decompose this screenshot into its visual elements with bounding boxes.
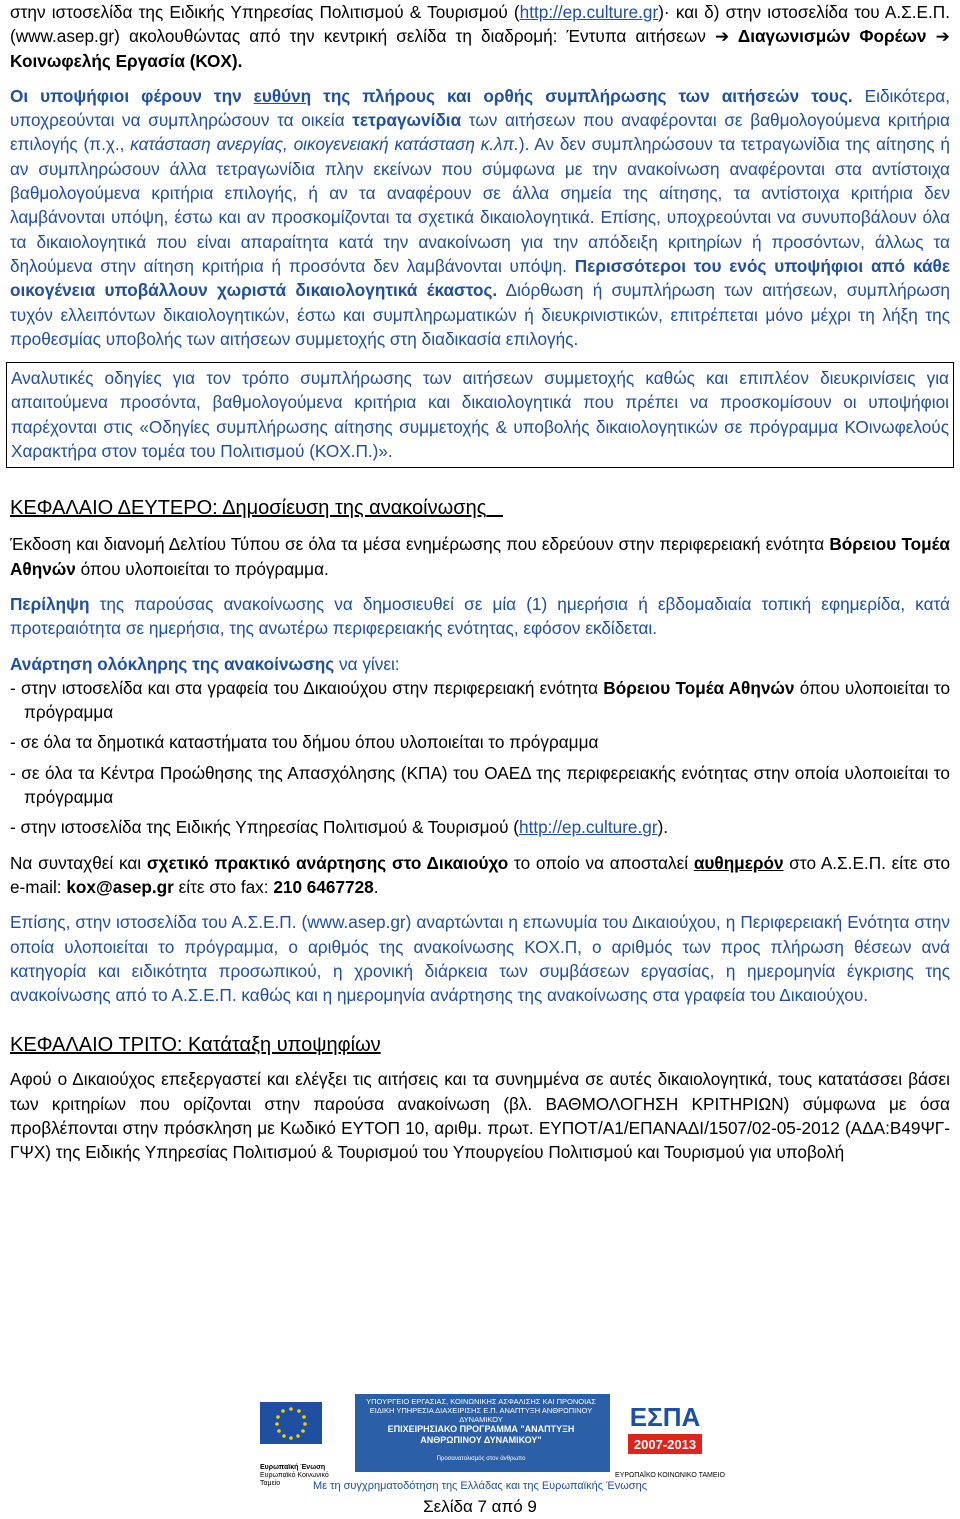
press-region: Βόρειου Τομέα Αθηνών: [10, 534, 950, 579]
intro-text-2: )· και δ) στην ιστοσελίδα του Α.Σ.Ε.Π. (www.asep.gr) ακολουθώντας από την κεντρική σελίδα τη διαδρομή: Έντυπα αιτήσεων: [10, 2, 950, 47]
same-day-word: αυθημερόν: [693, 852, 784, 873]
report-text-2: το οποίο να αποσταλεί: [508, 852, 694, 873]
arrow-icon: ➔: [714, 26, 730, 47]
resp-bold-3: Περισσότεροι του ενός υποψήφιοι από κάθε οικογένεια υποβάλλουν χωριστά δικαιολογητικά έκαστος.: [10, 255, 950, 301]
espa-label: ΕΥΡΩΠΑΪΚΟ ΚΟΙΝΩΝΙΚΟ ΤΑΜΕΙΟ: [615, 1472, 725, 1479]
report-text-4: είτε στο fax:: [173, 876, 274, 897]
resp-text: Ειδικότερα, υποχρεούνται να συμπληρώσουν τα οικεία: [10, 85, 950, 131]
report-paragraph: [10, 851, 950, 900]
resp-text-2: των αιτήσεων που αναφέρονται σε βαθμολογούμενα κριτήρια επιλογής (π.χ.,: [10, 110, 950, 155]
programme-title: ΕΠΙΧΕΙΡΗΣΙΑΚΟ ΠΡΟΓΡΑΜΜΑ "ΑΝΑΠΤΥΞΗ ΑΝΘΡΩΠΙΝΟΥ ΔΥΝΑΜΙΚΟΥ": [387, 1424, 575, 1445]
espa-text: ΕΣΠΑ: [629, 1402, 701, 1432]
eu-flag-icon: [260, 1400, 322, 1462]
resp-bold-2: της πλήρους και ορθής συμπλήρωσης των αιτήσεών τους.: [311, 85, 853, 106]
programme-ministry: ΥΠΟΥΡΓΕΙΟ ΕΡΓΑΣΙΑΣ, ΚΟΙΝΩΝΙΚΗΣ ΑΣΦΑΛΙΣΗΣ ΚΑΙ ΠΡΟΝΟΙΑΣ ΕΙΔΙΚΗ ΥΠΗΡΕΣΙΑ ΔΙΑΧΕΙΡΙΣΗΣ Ε.Π. ΑΝΑΠΤΥΞΗ ΑΝΘΡΩΠΙΝΟΥ ΔΥΝΑΜΙΚΟΥ: [366, 1397, 596, 1424]
posting-item-1: [10, 676, 950, 725]
funding-logos: [260, 1394, 960, 1494]
posting-item-4: [10, 815, 950, 839]
press-release-paragraph: [10, 532, 950, 581]
resp-bold-1: Οι υποψήφιοι φέρουν την: [10, 85, 254, 106]
chapter-two-heading: [10, 494, 950, 522]
espa-logo-icon: [620, 1398, 710, 1468]
posting-item-1-text-2: όπου υλοποιείται το πρόγραμμα: [24, 677, 950, 723]
culture-link-2[interactable]: http://ep.culture.gr: [519, 817, 658, 838]
summary-paragraph: [10, 592, 950, 641]
resp-text-4: Διόρθωση ή συμπλήρωση των αιτήσεων, συμπλήρωση τυχόν ελλειπόντων δικαιολογητικών, έστω και συμπληρωματικών ή διευκρινιστικών, επιτρέπεται μόνο μέχρι τη λήξη της προθεσμίας υποβολής των αιτήσεων συμμετοχής στη διαδικασία επιλογής.: [10, 280, 950, 349]
cofinancing-note: Με τη συγχρηματοδότηση της Ελλάδας και της Ευρωπαϊκής Ένωσης: [312, 1480, 648, 1492]
path-step: Διαγωνισμών Φορέων: [729, 26, 936, 47]
programme-logo: [355, 1394, 610, 1472]
resp-italic: κατάσταση ανεργίας, οικογενειακή κατάσταση κ.λπ.: [130, 134, 519, 155]
responsibility-paragraph: [10, 84, 950, 351]
chapter-three-heading: [10, 1031, 950, 1059]
ranking-paragraph: Αφού ο Δικαιούχος επεξεργαστεί και ελέγξει τις αιτήσεις και τα συνημμένα σε αυτές δικαιολογητικά, τους κατατάσσει βάσει των κριτηρίων που ορίζονται στην παρούσα ανακοίνωση (βλ. ΒΑΘΜΟΛΟΓΗΣΗ ΚΡΙΤΗΡΙΩΝ) σύμφωνα με όσα προβλέπονται στην πρόσκληση με Κωδικό ΕΥΤΟΠ 10, αριθμ. πρωτ. ΕΥΠΟΤ/Α1/ΕΠΑΝΑΔΙ/1507/02-05-2012 (ΑΔΑ:Β49ΨΓ-ΓΨΧ) της Ειδικής Υπηρεσίας Πολιτισμού & Τουρισμού του Υπουργείου Πολιτισμού και Τουρισμού για υποβολή: [10, 1069, 950, 1163]
asep-posting-paragraph: Επίσης, στην ιστοσελίδα του Α.Σ.Ε.Π. (www.asep.gr) αναρτώνται η επωνυμία του Δικαιούχου, η Περιφερειακή Ενότητα στην οποία υλοποιείται το πρόγραμμα, ο αριθμός της ανακοίνωσης ΚΟΧ.Π, ο αριθμός των προς πλήρωση θέσεων ανά κατηγορία και ειδικότητα προσωπικού, η χρονική διάρκεια των συμβάσεων εργασίας, η ημερομηνία έγκρισης της ανακοίνωσης από το Α.Σ.Ε.Π. καθώς και η ημερομηνία ανάρτησης της ανακοίνωσης στα γραφεία του Δικαιούχου.: [10, 912, 950, 1006]
chapter-two-title: ΚΕΦΑΛΑΙΟ ΔΕΥΤΕΡΟ: Δημοσίευση της ανακοίνωσης: [10, 497, 487, 520]
espa-years: 2007-2013: [633, 1437, 697, 1452]
report-text: Να συνταχθεί και: [10, 852, 147, 873]
report-bold: σχετικό πρακτικό ανάρτησης στο Δικαιούχο: [146, 852, 509, 873]
press-text-2: όπου υλοποιείται το πρόγραμμα.: [75, 558, 329, 579]
culture-link[interactable]: http://ep.culture.gr: [519, 2, 659, 22]
fax-number: 210 6467728: [273, 876, 374, 897]
posting-item-3: - σε όλα τα Κέντρα Προώθησης της Απασχόλησης (ΚΠΑ) του ΟΑΕΔ της περιφερειακής ενότητας στην οποία υλοποιείται το πρόγραμμα: [10, 762, 950, 808]
posting-item-1-text: - στην ιστοσελίδα και στα γραφεία του Δικαιούχου στην περιφερειακή ενότητα: [10, 677, 604, 698]
report-end: .: [373, 876, 379, 897]
posting-label: Ανάρτηση ολόκληρης της ανακοίνωσης: [10, 653, 335, 674]
chapter-three-title: ΚΕΦΑΛΑΙΟ ΤΡΙΤΟ: Κατάταξη υποψηφίων: [10, 1034, 381, 1057]
posting-item-2: - σε όλα τα δημοτικά καταστήματα του δήμου όπου υλοποιείται το πρόγραμμα: [10, 732, 599, 753]
email-address[interactable]: kox@asep.gr: [66, 876, 174, 897]
posting-item-4-text: - στην ιστοσελίδα της Ειδικής Υπηρεσίας Πολιτισμού & Τουρισμού (: [10, 817, 520, 838]
summary-text: της παρούσας ανακοίνωσης να δημοσιευθεί σε μία (1) ημερήσια ή εβδομαδιαία τοπική εφημερίδα, κατά προτεραιότητα σε ημερήσια, της ανωτέρω περιφερειακής ενότητας, εφόσον εκδίδεται.: [10, 593, 950, 639]
resp-underline: ευθύνη: [253, 85, 312, 106]
document-body: [10, 0, 950, 1165]
resp-text-3: ). Αν δεν συμπληρώσουν τα τετραγωνίδια της αίτησης ή αν συμπληρώσουν άλλα τετραγωνίδια πλην εκείνων που σύμφωνα με την ανακοίνωση αναφέρονται στα αντίστοιχα βαθμολογούμενα κριτήρια επιλογής, ή αν τα αναφέρουν σε άλλα σημεία της αίτησης, τα αντίστοιχα κριτήρια δεν λαμβάνονται υπόψη, έστω και αν προσκομίζονται τα σχετικά δικαιολογητικά. Επίσης, υποχρεούνται να συνυποβάλουν όλα τα δικαιολογητικά που είναι απαραίτητα κατά την ανακοίνωση για την απόδειξη κριτηρίων ή προσόντων, άλλως τα δηλούμενα στην αίτηση κριτήρια ή προσόντα δεν λαμβάνονται υπόψη.: [10, 134, 950, 276]
page-number: Σελίδα 7 από 9: [423, 1497, 537, 1516]
posting-text: να γίνει:: [334, 653, 400, 674]
press-text: Έκδοση και διανομή Δελτίου Τύπου σε όλα τα μέσα ενημέρωσης που εδρεύουν στην περιφερειακή ενότητα: [10, 534, 830, 555]
resp-checkboxes-word: τετραγωνίδια: [352, 110, 462, 131]
path-step-2: Κοινωφελής Εργασία (ΚΟΧ).: [10, 50, 243, 71]
posting-heading: [10, 652, 950, 676]
intro-paragraph: [10, 0, 950, 73]
programme-slogan: Προσανατολισμός στον άνθρωπο: [436, 1456, 526, 1462]
posting-item-1-region: Βόρειου Τομέα Αθηνών: [603, 677, 795, 698]
report-text-3: στο Α.Σ.Ε.Π. είτε στο e-mail:: [10, 852, 951, 897]
summary-label: Περίληψη: [10, 593, 90, 614]
posting-item-4-end: ).: [657, 817, 669, 838]
arrow-icon: ➔: [935, 26, 950, 47]
eu-label-title: Ευρωπαϊκή Ένωση: [260, 1464, 326, 1471]
eu-label-sub: Ευρωπαϊκό Κοινωνικό Ταμείο: [260, 1472, 329, 1487]
instructions-box: Αναλυτικές οδηγίες για τον τρόπο συμπλήρωσης των αιτήσεων συμμετοχής καθώς και επιπλέον διευκρινίσεις για απαιτούμενα προσόντα, βαθμολογούμενα κριτήρια και δικαιολογητικά που πρέπει να προσκομίσουν οι υποψήφιοι παρέχονται στις «Οδηγίες συμπλήρωσης αίτησης συμμετοχής & υποβολής δικαιολογητικών σε πρόγραμμα ΚΟινωφελούς Χαρακτήρα στον τομέα του Πολιτισμού (ΚΟΧ.Π.)».: [6, 362, 954, 468]
intro-text: στην ιστοσελίδα της Ειδικής Υπηρεσίας Πολιτισμού & Τουρισμού (: [10, 2, 520, 22]
